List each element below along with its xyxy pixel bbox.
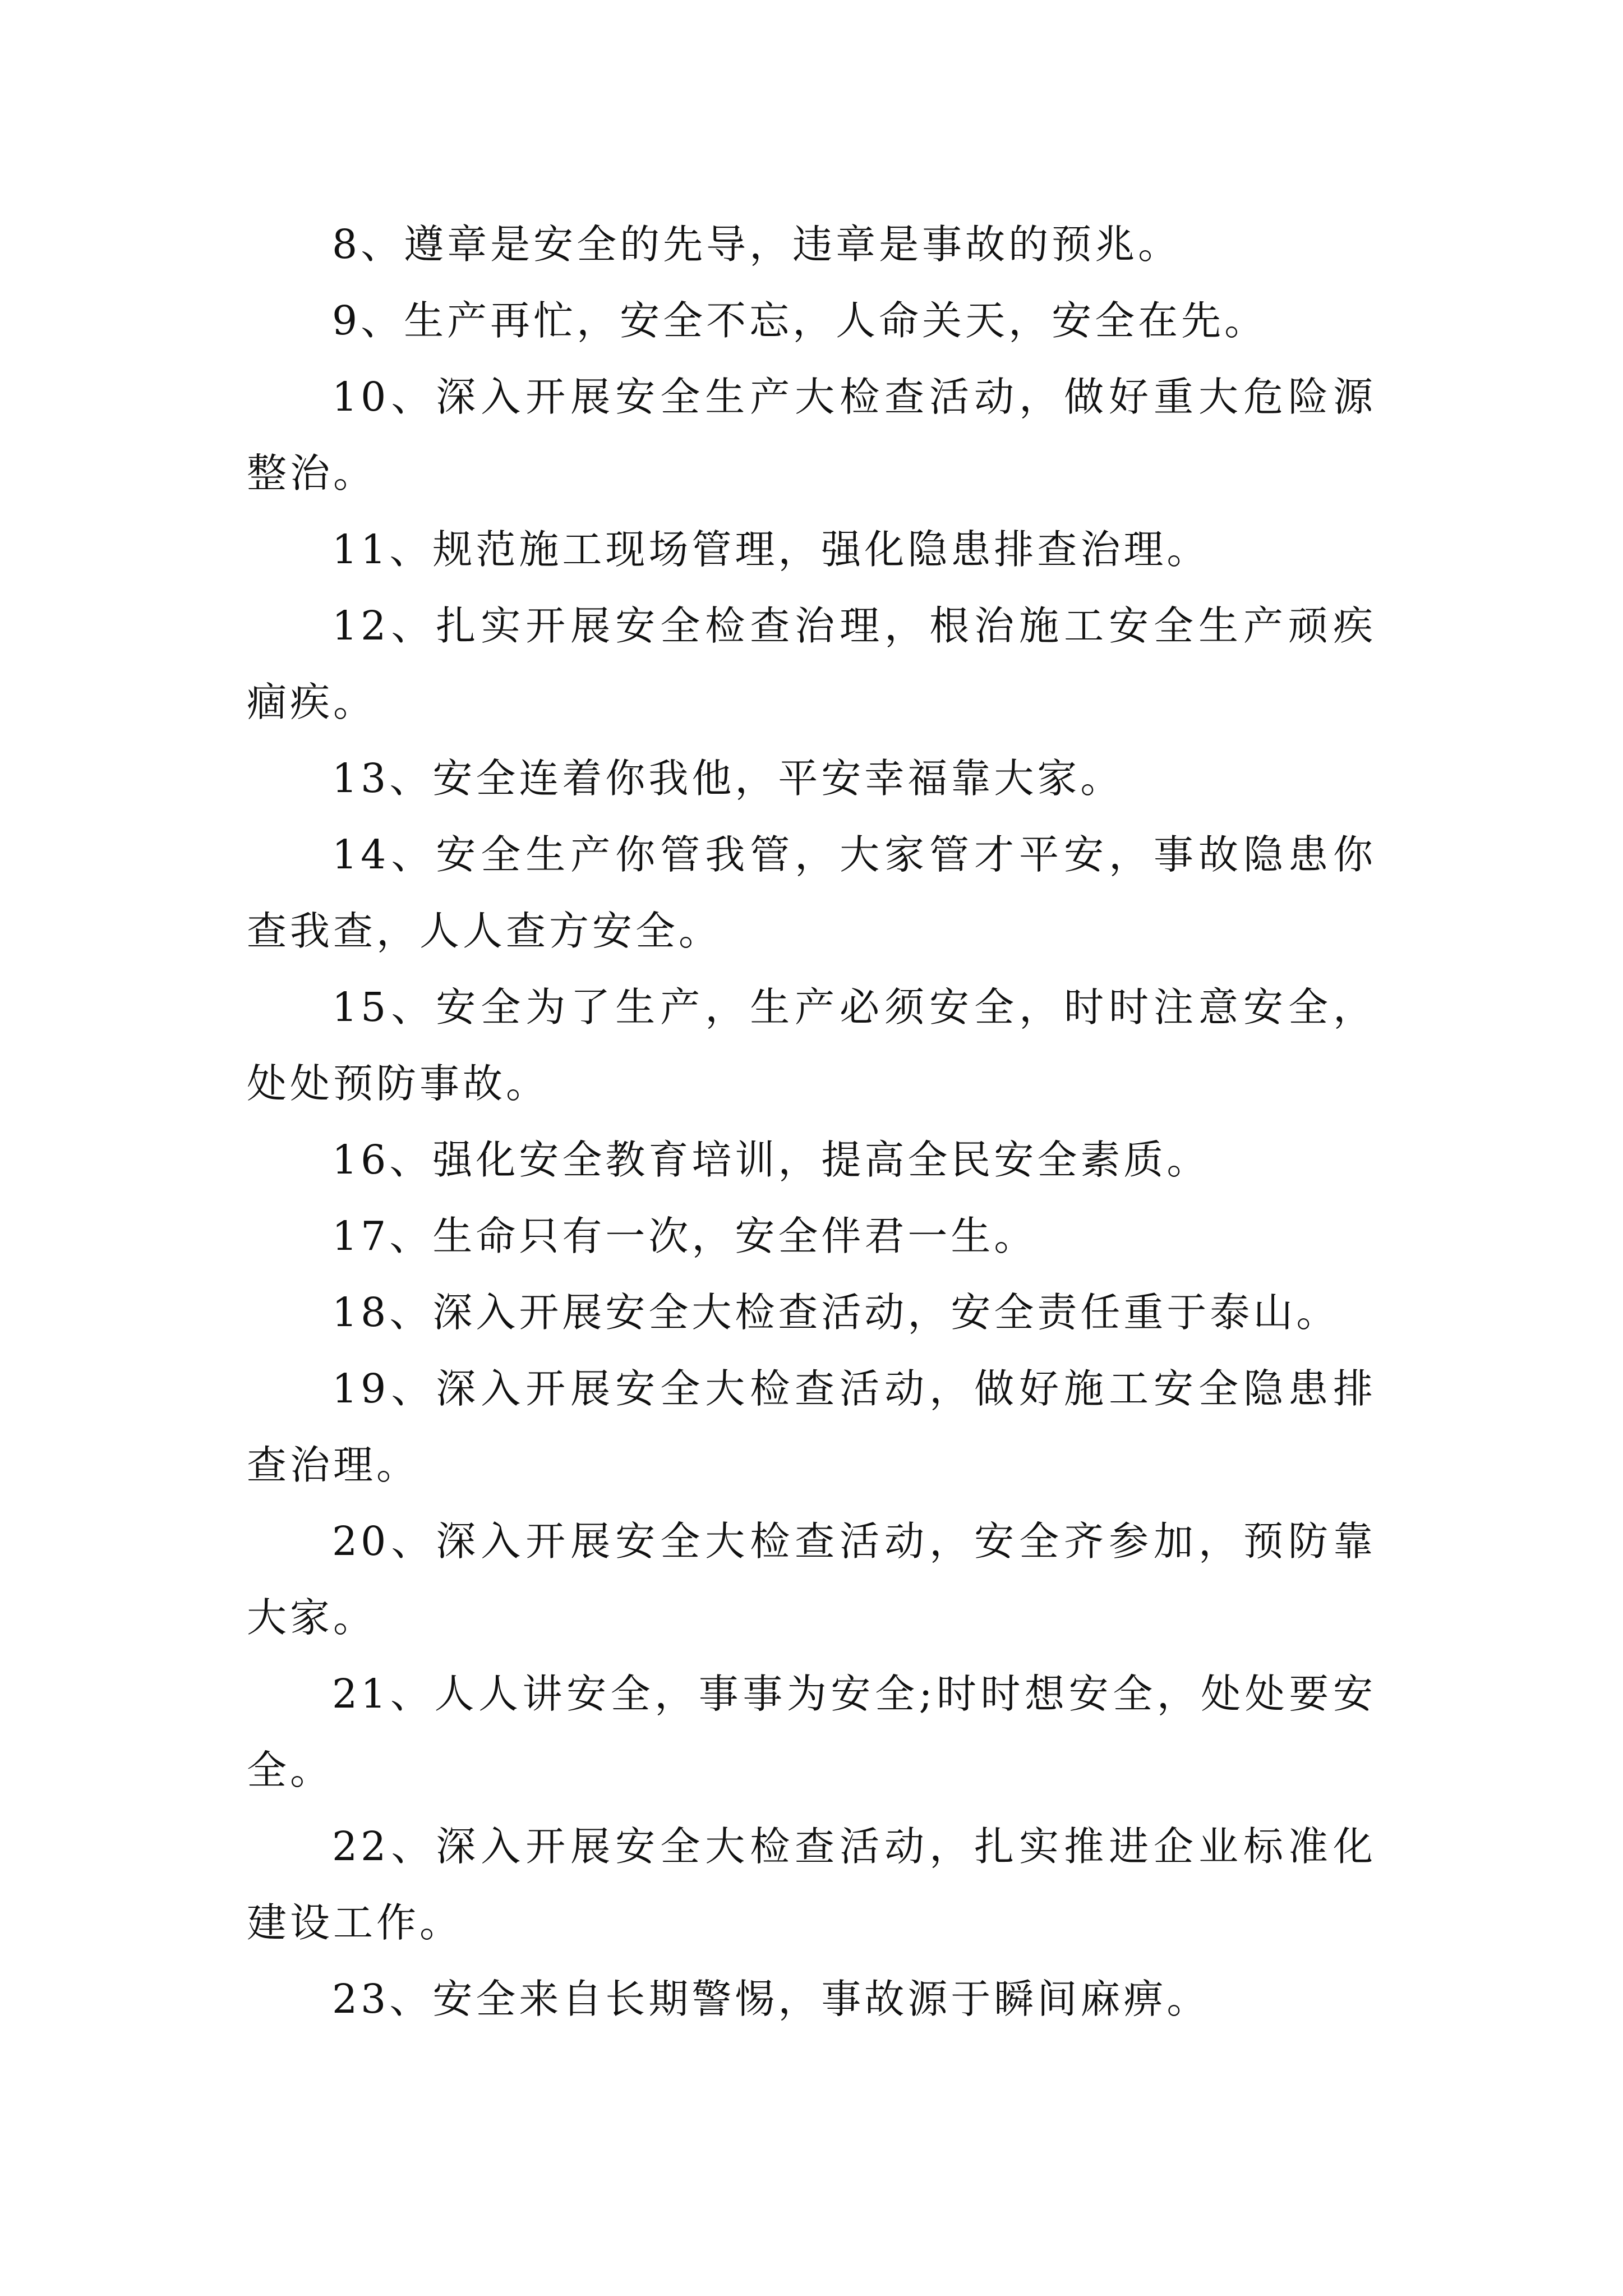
list-item: 11、规范施工现场管理，强化隐患排查治理。 (332, 526, 1210, 573)
list-item: 15、安全为了生产，生产必须安全，时时注意安全，处处预防事故。 (247, 984, 1376, 1107)
list-item: 20、深入开展安全大检查活动，安全齐参加，预防靠大家。 (247, 1518, 1376, 1641)
list-item: 19、深入开展安全大检查活动，做好施工安全隐患排查治理。 (247, 1365, 1376, 1488)
list-item: 10、深入开展安全生产大检查活动，做好重大危险源整治。 (247, 374, 1376, 496)
list-item: 14、安全生产你管我管，大家管才平安，事故隐患你查我查，人人查方安全。 (247, 831, 1376, 954)
list-item: 18、深入开展安全大检查活动，安全责任重于泰山。 (332, 1289, 1340, 1336)
list-item: 23、安全来自长期警惕，事故源于瞬间麻痹。 (332, 1976, 1210, 2022)
list-item: 8、遵章是安全的先导，违章是事故的预兆。 (332, 221, 1182, 268)
list-item: 16、强化安全教育培训，提高全民安全素质。 (332, 1137, 1210, 1183)
list-item: 22、深入开展安全大检查活动，扎实推进企业标准化建设工作。 (247, 1823, 1376, 1946)
list-item: 17、生命只有一次，安全伴君一生。 (332, 1213, 1038, 1259)
document-body (247, 206, 1376, 2037)
list-item: 9、生产再忙，安全不忘，人命关天，安全在先。 (332, 297, 1268, 344)
list-item: 21、人人讲安全，事事为安全;时时想安全，处处要安全。 (247, 1671, 1376, 1793)
list-item: 13、安全连着你我他，平安幸福靠大家。 (332, 755, 1124, 802)
list-item: 12、扎实开展安全检查治理，根治施工安全生产顽疾痼疾。 (247, 602, 1376, 725)
